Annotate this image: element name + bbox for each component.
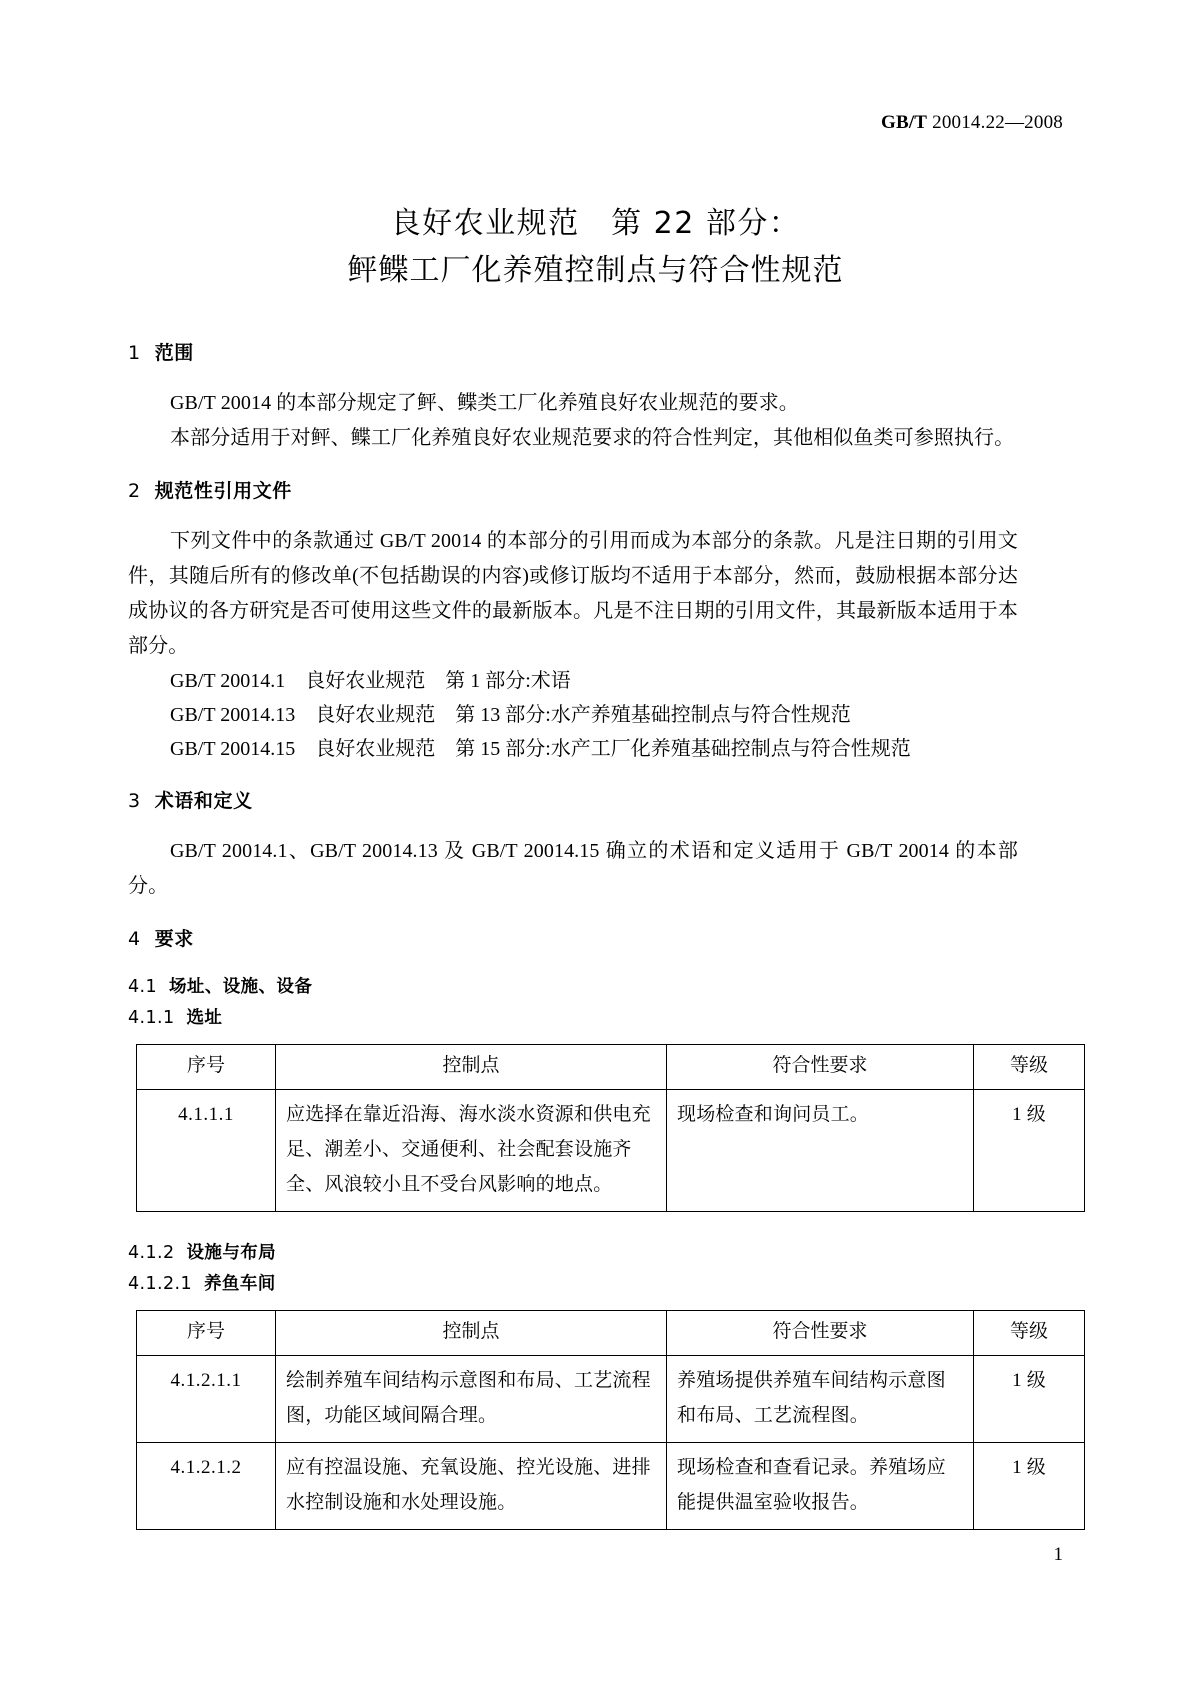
subclause-4-1-heading: [128, 972, 1018, 1003]
column-header-level: 等级: [974, 1045, 1085, 1090]
subclause-4-1-2-1-label: 养鱼车间: [204, 1274, 276, 1294]
clause-4-number: 4: [128, 928, 141, 950]
page-title: [0, 200, 1191, 294]
column-header-compliance: 符合性要求: [667, 1045, 974, 1090]
normative-ref-item: GB/T 20014.15 良好农业规范 第 15 部分:水产工厂化养殖基础控制点与符合性规范: [170, 738, 911, 760]
subclause-4-1-2-heading: [128, 1238, 1018, 1269]
standard-header-prefix: GB/T: [880, 112, 928, 133]
clause-4-heading: [128, 924, 1018, 954]
column-header-no: 序号: [137, 1045, 276, 1090]
cell-control-point: 应选择在靠近沿海、海水淡水资源和供电充足、潮差小、交通便利、社会配套设施齐全、风浪较小且不受台风影响的地点。: [276, 1090, 667, 1212]
subclause-4-1-2-label: 设施与布局: [186, 1243, 277, 1263]
cell-control-point: 应有控温设施、充氧设施、控光设施、进排水控制设施和水处理设施。: [276, 1443, 667, 1530]
subclause-4-1-1-number: 4.1.1: [128, 1008, 175, 1028]
table-row: [137, 1443, 1085, 1530]
scope-paragraph-2: 本部分适用于对鲆、鲽工厂化养殖良好农业规范要求的符合性判定，其他相似鱼类可参照执行。: [170, 427, 1015, 449]
clause-1-label: 范围: [154, 342, 194, 364]
clause-2-number: 2: [128, 480, 141, 502]
normative-ref-item: GB/T 20014.1 良好农业规范 第 1 部分:术语: [170, 670, 571, 692]
normative-refs-intro: 下列文件中的条款通过 GB/T 20014 的本部分的引用而成为本部分的条款。凡是注日期的引用文件，其随后所有的修改单(不包括勘误的内容)或修订版均不适用于本部分，然而，鼓励根据本部分达成协议的各方研究是否可使用这些文件的最新版本。凡是不注日期的引用文件，其最新版本适用于本部分。: [128, 530, 1018, 657]
cell-level: 1 级: [974, 1356, 1085, 1443]
standard-header: [881, 112, 1063, 134]
clause-3-number: 3: [128, 790, 141, 812]
clause-3-heading: [128, 786, 1018, 816]
standard-header-number: 20014.22—2008: [927, 112, 1063, 133]
clause-1-number: 1: [128, 342, 141, 364]
cell-control-point: 绘制养殖车间结构示意图和布局、工艺流程图，功能区域间隔合理。: [276, 1356, 667, 1443]
cell-compliance: 现场检查和询问员工。: [667, 1090, 974, 1212]
subclause-4-1-1-label: 选址: [186, 1008, 223, 1028]
control-points-table-workshop: [136, 1310, 1085, 1530]
cell-level: 1 级: [974, 1443, 1085, 1530]
cell-compliance: 养殖场提供养殖车间结构示意图和布局、工艺流程图。: [667, 1356, 974, 1443]
clause-2-heading: [128, 476, 1018, 506]
normative-ref-item: GB/T 20014.13 良好农业规范 第 13 部分:水产养殖基础控制点与符合性规范: [170, 704, 851, 726]
clause-3-label: 术语和定义: [154, 790, 253, 812]
column-header-compliance: 符合性要求: [667, 1311, 974, 1356]
subclause-4-1-1-heading: [128, 1003, 1018, 1034]
subclause-4-1-2-number: 4.1.2: [128, 1243, 175, 1263]
column-header-level: 等级: [974, 1311, 1085, 1356]
document-body: [128, 338, 1048, 1530]
cell-level: 1 级: [974, 1090, 1085, 1212]
clause-2-label: 规范性引用文件: [154, 480, 292, 502]
subclause-4-1-number: 4.1: [128, 977, 158, 997]
page-number: 1: [1053, 1544, 1063, 1565]
clause-1-heading: [128, 338, 1018, 368]
column-header-control-point: 控制点: [276, 1045, 667, 1090]
control-points-table-site: [136, 1044, 1085, 1212]
subclause-4-1-2-1-number: 4.1.2.1: [128, 1274, 193, 1294]
title-line-1: 良好农业规范 第 22 部分：: [390, 206, 801, 241]
cell-compliance: 现场检查和查看记录。养殖场应能提供温室验收报告。: [667, 1443, 974, 1530]
scope-paragraph-1: GB/T 20014 的本部分规定了鲆、鲽类工厂化养殖良好农业规范的要求。: [170, 392, 799, 414]
cell-no: 4.1.2.1.2: [137, 1443, 276, 1530]
title-line-2: 鲆鲽工厂化养殖控制点与符合性规范: [347, 253, 844, 288]
clause-4-label: 要求: [154, 928, 194, 950]
subclause-4-1-2-1-heading: [128, 1269, 1018, 1300]
subclause-4-1-label: 场址、设施、设备: [169, 977, 313, 997]
terms-paragraph-1: GB/T 20014.1、GB/T 20014.13 及 GB/T 20014.15 确立的术语和定义适用于 GB/T 20014 的本部分。: [128, 840, 1018, 897]
cell-no: 4.1.2.1.1: [137, 1356, 276, 1443]
column-header-no: 序号: [137, 1311, 276, 1356]
cell-no: 4.1.1.1: [137, 1090, 276, 1212]
table-header-row: [137, 1045, 1085, 1090]
table-row: [137, 1090, 1085, 1212]
table-header-row: [137, 1311, 1085, 1356]
column-header-control-point: 控制点: [276, 1311, 667, 1356]
table-row: [137, 1356, 1085, 1443]
